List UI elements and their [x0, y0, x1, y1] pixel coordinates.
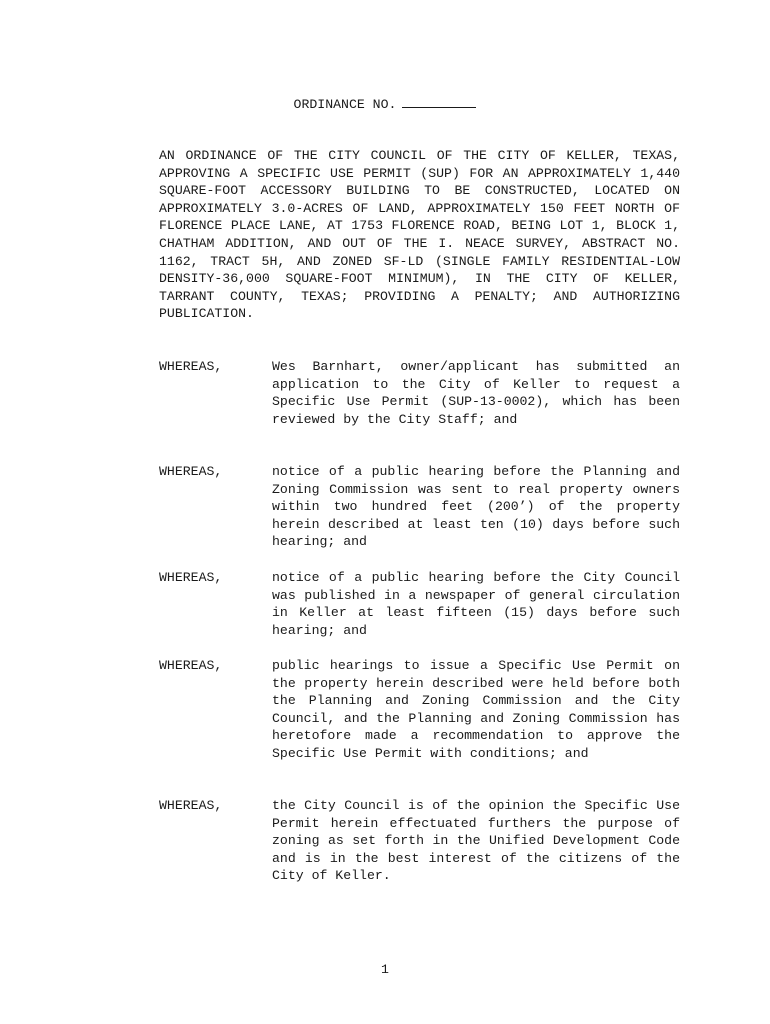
ordinance-preamble: AN ORDINANCE OF THE CITY COUNCIL OF THE CITY OF KELLER, TEXAS, APPROVING A SPECIFIC USE PERMIT (SUP) FOR AN APPROXIMATELY 1,440 SQUARE-FOOT ACCESSORY BUILDING TO BE CONSTRUCTED, LOCATED ON APPROXIMATELY 3.0-ACRES OF LAND, APPROXIMATELY 150 FEET NORTH OF FLORENCE PLACE LANE, AT 1753 FLORENCE ROAD, BEING LOT 1, BLOCK 1, CHATHAM ADDITION, AND OUT OF THE I. NEACE SURVEY, ABSTRACT NO. 1162, TRACT 5H, AND ZONED SF-LD (SINGLE FAMILY RESIDENTIAL-LOW DENSITY-36,000 SQUARE-FOOT MINIMUM), IN THE CITY OF KELLER, TARRANT COUNTY, TEXAS; PROVIDING A PENALTY; AND AUTHORIZING PUBLICATION. — [159, 148, 680, 322]
whereas-text: notice of a public hearing before the City Council was published in a newspaper of general circulation in Keller at least fifteen (15) days before such hearing; and — [272, 570, 680, 638]
whereas-text: public hearings to issue a Specific Use Permit on the property herein described were held before both the Planning and Zoning Commission and the City Council, and the Planning and Zoning Commission has heretofore made a recommendation to approve the Specific Use Permit with conditions; and — [272, 658, 680, 761]
ordinance-number-blank — [402, 94, 476, 108]
whereas-clause-1 — [159, 358, 680, 428]
whereas-clause-3 — [159, 569, 680, 639]
whereas-text: the City Council is of the opinion the Specific Use Permit herein effectuated furthers the purpose of zoning as set forth in the Unified Development Code and is in the best interest of the citizens of the City of Keller. — [272, 798, 680, 884]
whereas-clause-2 — [159, 463, 680, 551]
whereas-label: WHEREAS, — [159, 359, 223, 374]
whereas-clause-5 — [159, 797, 680, 885]
ordinance-title-text: ORDINANCE NO. — [293, 97, 397, 112]
whereas-text: Wes Barnhart, owner/applicant has submitted an application to the City of Keller to request a Specific Use Permit (SUP-13-0002), which has been reviewed by the City Staff; and — [272, 359, 680, 427]
page-number: 1 — [381, 962, 389, 977]
whereas-label: WHEREAS, — [159, 658, 223, 673]
whereas-label: WHEREAS, — [159, 798, 223, 813]
whereas-label: WHEREAS, — [159, 570, 223, 585]
whereas-text: notice of a public hearing before the Planning and Zoning Commission was sent to real property owners within two hundred feet (200’) of the property herein described at least ten (10) days before such hearing; and — [272, 464, 680, 550]
ordinance-title — [0, 94, 770, 114]
whereas-clause-4 — [159, 657, 680, 763]
whereas-label: WHEREAS, — [159, 464, 223, 479]
